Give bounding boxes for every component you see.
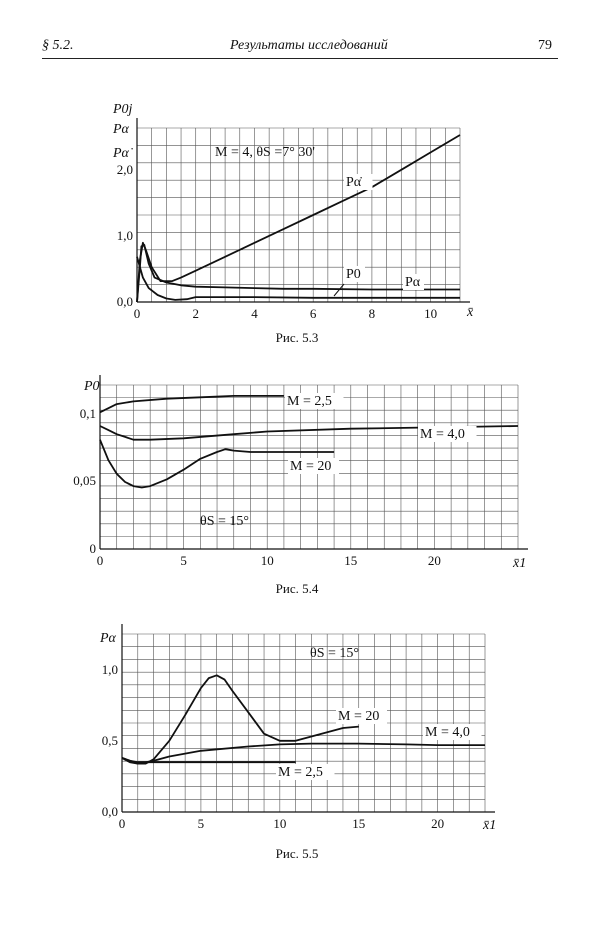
chart-annotation: θS = 15°: [310, 646, 359, 661]
x-tick-label: 15: [344, 553, 358, 568]
y-tick-label: 2,0: [116, 162, 133, 177]
y-axis-label: P0: [84, 379, 100, 394]
header-section: § 5.2.: [42, 38, 74, 53]
x-tick-label: 8: [368, 306, 376, 321]
x-tick-label: 5: [197, 816, 205, 831]
x-tick-label: 0: [96, 553, 104, 568]
chart-annotation: θS = 15°: [200, 514, 249, 529]
y-axis-label: P0j: [113, 102, 133, 117]
y-tick-label: 0: [89, 541, 96, 556]
x-tick-label: 4: [251, 306, 258, 321]
x-tick-label: 5: [180, 553, 187, 568]
caption-fig-5-5: Рис. 5.5: [275, 846, 319, 861]
y-axis-label: Pα: [113, 122, 129, 137]
series-label: M = 20: [290, 459, 332, 474]
x-tick-label: 15: [352, 816, 366, 831]
series-line: [122, 744, 485, 764]
series-label: M = 4,0: [420, 427, 465, 442]
y-tick-label: 1,0: [101, 662, 118, 677]
series-label: P0: [346, 267, 361, 282]
x-tick-label: 6: [309, 306, 317, 321]
x-tick-label: 10: [260, 553, 274, 568]
x-tick-label: 10: [273, 816, 287, 831]
series-label: M = 4,0: [425, 725, 470, 740]
x-axis-label: x̄1: [483, 818, 497, 833]
series-line: [122, 675, 359, 763]
series-label: Pα: [405, 275, 421, 290]
x-axis-label: x̄: [467, 305, 474, 320]
x-tick-label: 20: [427, 553, 441, 568]
caption-fig-5-4: Рис. 5.4: [275, 581, 319, 596]
x-tick-label: 20: [431, 816, 445, 831]
y-tick-label: 0,0: [116, 294, 133, 309]
y-tick-label: 1,0: [116, 228, 133, 243]
y-tick-label: 0,0: [101, 804, 118, 819]
series-line: [100, 396, 284, 412]
y-tick-label: 0,05: [73, 473, 96, 488]
y-axis-label: Pα: [100, 631, 116, 646]
series-label: M = 2,5: [287, 394, 332, 409]
x-tick-label: 0: [133, 306, 141, 321]
x-tick-label: 10: [424, 306, 438, 321]
y-axis-label: Pα̇: [113, 146, 129, 161]
y-tick-label: 0,1: [79, 406, 96, 421]
x-tick-label: 2: [192, 306, 199, 321]
page-number: 79: [538, 38, 552, 53]
series-label: Pα̇: [346, 175, 362, 190]
chart-annotation: M = 4, θS =7° 30': [215, 145, 315, 160]
x-tick-label: 0: [118, 816, 126, 831]
header-title: Результаты исследований: [230, 38, 388, 53]
x-axis-label: x̄1: [513, 556, 527, 571]
caption-fig-5-3: Рис. 5.3: [275, 330, 319, 345]
series-label: M = 20: [338, 709, 380, 724]
series-label: M = 2,5: [278, 765, 323, 780]
y-tick-label: 0,5: [101, 733, 118, 748]
